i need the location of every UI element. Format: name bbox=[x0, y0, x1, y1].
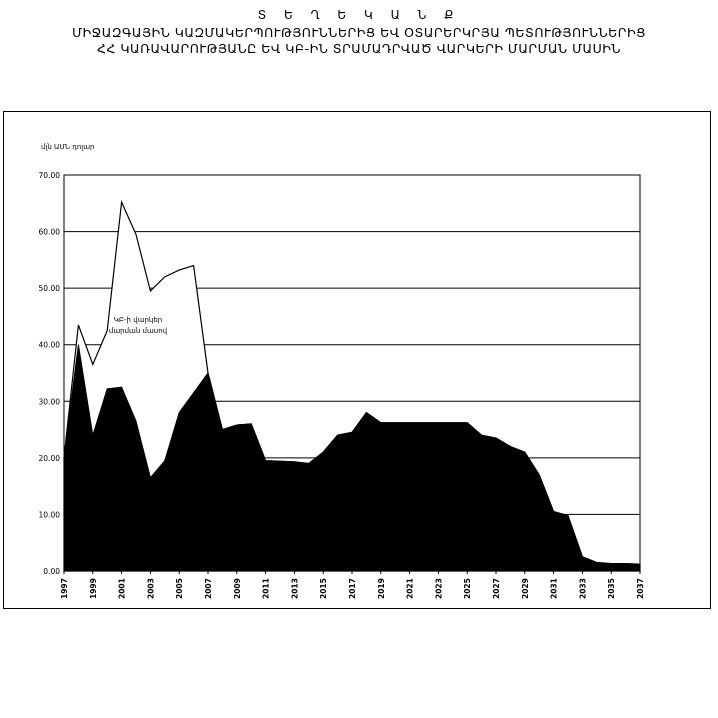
x-tick-label: 2003 bbox=[146, 578, 156, 599]
y-tick-label: 50.00 bbox=[38, 284, 60, 294]
x-tick-label: 2005 bbox=[175, 578, 185, 599]
page-subtitle-line2: ՀՀ ԿԱՌԱՎԱՐՈՒԹՅԱՆԸ ԵՎ ԿԲ-ԻՆ ՏՐԱՄԱԴՐՎԱԾ ՎԱՐԿԵՐԻ ՄԱՐՄԱՆ ՄԱՍԻՆ bbox=[96, 41, 622, 56]
x-tick-label: 2037 bbox=[636, 578, 645, 599]
x-tick-label: 2027 bbox=[492, 578, 501, 599]
x-tick-label: 1997 bbox=[60, 578, 69, 599]
y-tick-label: 60.00 bbox=[38, 227, 60, 237]
page-title: Տ Ե Ղ Ե Կ Ա Ն Ք bbox=[257, 8, 461, 22]
x-tick-label: 2023 bbox=[434, 578, 444, 599]
y-tick-label: 10.00 bbox=[38, 510, 60, 520]
area-chart bbox=[4, 112, 710, 608]
x-tick-label: 2029 bbox=[520, 578, 530, 599]
x-tick-label: 2033 bbox=[578, 578, 588, 599]
x-tick-label: 2009 bbox=[232, 578, 242, 599]
y-tick-label: 70.00 bbox=[38, 171, 60, 180]
x-tick-label: 2019 bbox=[376, 578, 386, 599]
x-tick-label: 1999 bbox=[88, 578, 98, 599]
x-tick-label: 2017 bbox=[348, 578, 357, 599]
y-tick-label: 30.00 bbox=[38, 397, 60, 407]
x-tick-label: 2011 bbox=[261, 578, 271, 599]
x-tick-label: 2015 bbox=[319, 578, 329, 599]
x-tick-label: 2025 bbox=[463, 578, 473, 599]
x-tick-label: 2001 bbox=[117, 578, 127, 599]
page-subtitle-line1: ՄԻՋԱԶԳԱՅԻՆ ԿԱԶՄԱԿԵՐՊՈՒԹՅՈՒՆՆԵՐԻՑ ԵՎ ՕՏԱՐԵՐԿՐՅԱ ՊԵՏՈՒԹՅՈՒՆՆԵՐԻՑ bbox=[72, 25, 646, 40]
y-axis-label: մլն ԱՄՆ դոլար bbox=[41, 143, 95, 151]
y-tick-label: 0.00 bbox=[43, 567, 60, 576]
y-tick-label: 20.00 bbox=[38, 453, 60, 463]
chart-annotation-line1: ԿԲ-ի վարկեր bbox=[113, 316, 163, 324]
x-tick-label: 2035 bbox=[607, 578, 617, 599]
x-tick-label: 2007 bbox=[204, 578, 213, 599]
x-tick-label: 2031 bbox=[549, 578, 559, 599]
chart-annotation-line2: մարման մասով bbox=[108, 327, 168, 335]
chart-frame bbox=[3, 111, 711, 609]
x-tick-label: 2021 bbox=[405, 578, 415, 599]
x-tick-label: 2013 bbox=[290, 578, 300, 599]
y-tick-label: 40.00 bbox=[38, 340, 60, 350]
